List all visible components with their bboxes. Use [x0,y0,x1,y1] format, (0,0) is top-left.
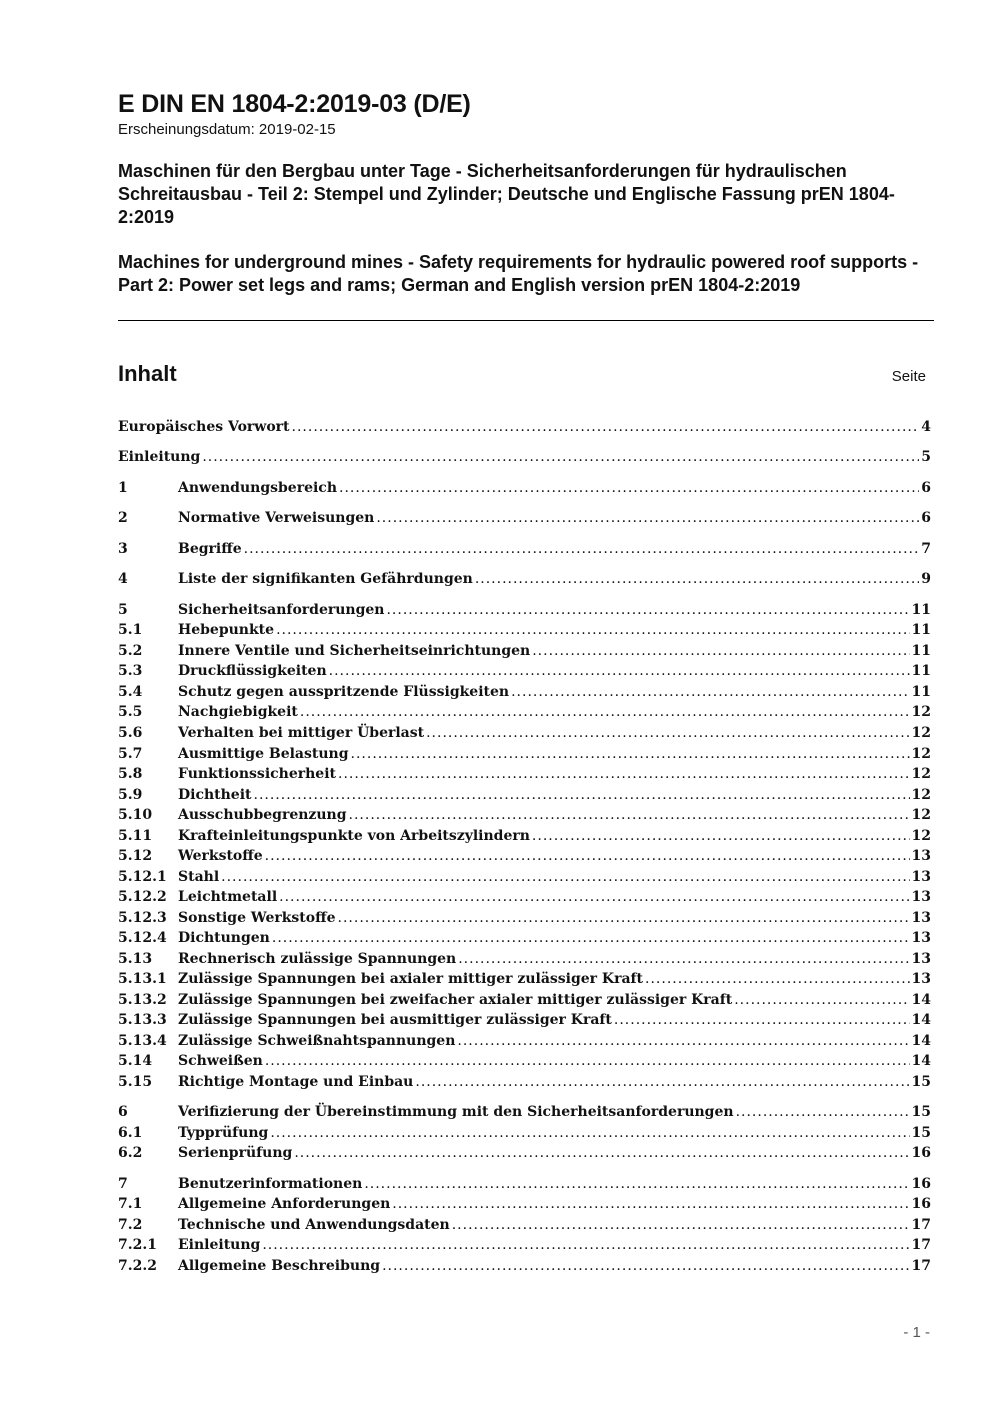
toc-entry-title: Richtige Montage und Einbau [178,1074,414,1090]
toc-entry[interactable] [118,1012,931,1032]
toc-dot-leader [734,992,909,1008]
toc-entry[interactable] [118,869,931,889]
toc-dot-leader [614,1012,910,1028]
toc-entry-page: 12 [911,766,931,782]
toc-entry[interactable] [118,622,931,642]
toc-dot-leader [452,1217,910,1233]
toc-entry-title: Serienprüfung [178,1145,293,1161]
toc-entry-title: Innere Ventile und Sicherheitseinrichtungen [178,643,531,659]
toc-entry-number: 6.2 [118,1145,143,1161]
toc-entry-page: 15 [911,1125,931,1141]
toc-dot-leader [392,1196,909,1212]
toc-dot-leader [254,787,910,803]
toc-entry-page: 16 [911,1196,931,1212]
toc-dot-leader [532,643,909,659]
toc-entry-page: 11 [911,663,931,679]
toc-entry-number: 5.15 [118,1074,153,1090]
toc-entry-number: 5.6 [118,725,143,741]
toc-entry-title: Druckflüssigkeiten [178,663,327,679]
toc-page-column-label: Seite [891,368,926,385]
toc-entry-page: 14 [911,992,931,1008]
toc-entry-page: 15 [911,1104,931,1120]
toc-entry-page: 9 [921,571,931,587]
toc-entry-page: 7 [921,541,931,557]
toc-entry-number: 1 [118,480,128,496]
toc-entry-title: Benutzerinformationen [178,1176,363,1192]
toc-dot-leader [349,807,910,823]
toc-entry-title: Normative Verweisungen [178,510,375,526]
toc-dot-leader [364,1176,909,1192]
toc-entry[interactable] [118,889,931,909]
toc-entry[interactable] [118,449,931,469]
toc-heading: Inhalt [118,361,177,386]
toc-entry-number: 7 [118,1176,128,1192]
toc-entry-page: 16 [911,1176,931,1192]
toc-dot-leader [339,480,919,496]
toc-entry[interactable] [118,602,931,622]
toc-entry-page: 17 [911,1237,931,1253]
toc-dot-leader [426,725,909,741]
toc-entry-number: 7.1 [118,1196,143,1212]
toc-dot-leader [279,889,909,905]
toc-entry[interactable] [118,971,931,991]
toc-dot-leader [265,1053,910,1069]
toc-entry-title: Zulässige Spannungen bei zweifacher axialer mittiger zulässiger Kraft [178,992,733,1008]
toc-entry-title: Zulässige Schweißnahtspannungen [178,1033,456,1049]
toc-entry[interactable] [118,643,931,663]
toc-entry-title: Dichtheit [178,787,252,803]
toc-entry-page: 12 [911,828,931,844]
toc-entry-title: Krafteinleitungspunkte von Arbeitszylindern [178,828,530,844]
toc-entry-title: Stahl [178,869,220,885]
toc-dot-leader [645,971,909,987]
toc-entry-page: 13 [911,951,931,967]
toc-entry-title: Hebepunkte [178,622,275,638]
toc-entry-page: 14 [911,1053,931,1069]
toc-dot-leader [276,622,909,638]
toc-entry-title: Funktionssicherheit [178,766,336,782]
title-english: Machines for underground mines - Safety requirements for hydraulic powered roof supports - Part 2: Power set legs and rams; German and English version prEN 1804-2:2019 [118,252,919,295]
toc-dot-leader [386,602,909,618]
toc-entry[interactable] [118,480,931,500]
toc-entry-page: 13 [911,848,931,864]
page-number: - 1 - [903,1324,930,1341]
toc-entry-page: 11 [911,684,931,700]
toc-entry-number: 5.1 [118,622,143,638]
toc-entry-title: Zulässige Spannungen bei axialer mittiger zulässiger Kraft [178,971,644,987]
toc-entry-title: Schweißen [178,1053,263,1069]
toc-entry-number: 5.14 [118,1053,153,1069]
toc-entry-page: 6 [921,480,931,496]
toc-dot-leader [270,1125,909,1141]
toc-entry[interactable] [118,510,931,530]
toc-entry-page: 13 [911,889,931,905]
toc-entry-title: Sicherheitsanforderungen [178,602,385,618]
toc-dot-leader [244,541,920,557]
toc-entry-title: Typprüfung [178,1125,269,1141]
toc-entry-page: 13 [911,971,931,987]
toc-entry-page: 5 [921,449,931,465]
toc-dot-leader [329,663,910,679]
toc-entry-page: 12 [911,725,931,741]
toc-entry[interactable] [118,541,931,561]
toc-entry-title: Ausschubbegrenzung [178,807,347,823]
toc-entry-number: 5.12.4 [118,930,167,946]
toc-entry-number: 5.9 [118,787,143,803]
toc-entry-page: 12 [911,787,931,803]
toc-entry-title: Technische und Anwendungsdaten [178,1217,450,1233]
toc-entry-number: 5.11 [118,828,153,844]
toc-entry-number: 7.2.2 [118,1258,157,1274]
toc-entry[interactable] [118,684,931,704]
toc-dot-leader [338,766,910,782]
toc-entry[interactable] [118,1176,931,1196]
toc-entry-title: Ausmittige Belastung [178,746,349,762]
toc-entry-number: 5.4 [118,684,143,700]
toc-dot-leader [202,449,919,465]
toc-entry[interactable] [118,704,931,724]
toc-entry[interactable] [118,951,931,971]
title-german: Maschinen für den Bergbau unter Tage - Sicherheitsanforderungen für hydraulischen Schreitausbau - Teil 2: Stempel und Zylinder; Deutsche und Englische Fassung prEN 1804-2:2019 [118,161,895,227]
toc-entry-page: 11 [911,622,931,638]
toc-entry[interactable] [118,848,931,868]
toc-entry-title: Verifizierung der Übereinstimmung mit den Sicherheitsanforderungen [178,1104,734,1120]
toc-entry-page: 4 [921,419,931,435]
toc-entry-title: Europäisches Vorwort [118,419,290,435]
toc-entry-number: 5.3 [118,663,143,679]
toc-entry-page: 14 [911,1033,931,1049]
toc-entry-number: 5 [118,602,128,618]
toc-entry-page: 17 [911,1258,931,1274]
toc-dot-leader [457,1033,909,1049]
toc-entry-page: 12 [911,746,931,762]
toc-dot-leader [511,684,909,700]
toc-dot-leader [415,1074,909,1090]
toc-entry-number: 6.1 [118,1125,143,1141]
header-divider [118,320,934,321]
toc-entry-title: Begriffe [178,541,242,557]
toc-entry-number: 5.13.3 [118,1012,167,1028]
toc-entry[interactable] [118,828,931,848]
toc-dot-leader [300,704,910,720]
toc-dot-leader [262,1237,909,1253]
toc-entry-page: 13 [911,869,931,885]
toc-entry[interactable] [118,930,931,950]
toc-entry[interactable] [118,807,931,827]
toc-dot-leader [475,571,919,587]
toc-entry-number: 5.7 [118,746,143,762]
toc-entry-page: 6 [921,510,931,526]
toc-entry[interactable] [118,725,931,745]
toc-entry[interactable] [118,1258,931,1278]
toc-entry-number: 5.5 [118,704,143,720]
toc-entry[interactable] [118,1145,931,1165]
toc-entry-title: Zulässige Spannungen bei ausmittiger zulässiger Kraft [178,1012,612,1028]
toc-entry-title: Schutz gegen ausspritzende Flüssigkeiten [178,684,510,700]
toc-dot-leader [272,930,910,946]
toc-entry-page: 16 [911,1145,931,1161]
document-id: E DIN EN 1804-2:2019-03 (D/E) [118,90,471,118]
toc-entry-title: Verhalten bei mittiger Überlast [178,725,425,741]
toc-entry-title: Einleitung [118,449,201,465]
toc-entry-title: Einleitung [178,1237,261,1253]
toc-entry-number: 5.13.1 [118,971,167,987]
toc-dot-leader [458,951,909,967]
toc-entry-number: 5.12.1 [118,869,167,885]
toc-entry[interactable] [118,1217,931,1237]
toc-entry-number: 5.12.2 [118,889,167,905]
toc-entry-number: 5.2 [118,643,143,659]
toc-entry-page: 13 [911,930,931,946]
toc-entry[interactable] [118,419,931,439]
toc-entry[interactable] [118,1125,931,1145]
toc-entry[interactable] [118,1074,931,1094]
toc-dot-leader [382,1258,909,1274]
toc-entry[interactable] [118,1104,931,1124]
toc-entry-number: 2 [118,510,128,526]
toc-entry-number: 5.12.3 [118,910,167,926]
toc-entry-title: Allgemeine Beschreibung [178,1258,381,1274]
toc-entry[interactable] [118,992,931,1012]
toc-entry[interactable] [118,766,931,786]
toc-entry-page: 11 [911,602,931,618]
toc-entry[interactable] [118,663,931,683]
toc-entry-number: 5.12 [118,848,153,864]
toc-entry-title: Rechnerisch zulässige Spannungen [178,951,457,967]
toc-entry-number: 7.2.1 [118,1237,157,1253]
toc-entry-title: Dichtungen [178,930,270,946]
toc-entry-title: Anwendungsbereich [178,480,337,496]
toc-entry-number: 4 [118,571,128,587]
toc-entry[interactable] [118,910,931,930]
toc-entry-number: 7.2 [118,1217,143,1233]
toc-entry-title: Nachgiebigkeit [178,704,298,720]
toc-dot-leader [532,828,910,844]
toc-entry-number: 5.8 [118,766,143,782]
toc-entry-title: Sonstige Werkstoffe [178,910,336,926]
toc-entry-title: Allgemeine Anforderungen [178,1196,391,1212]
toc-entry[interactable] [118,1237,931,1257]
toc-entry-page: 12 [911,704,931,720]
toc-dot-leader [294,1145,909,1161]
publication-date: Erscheinungsdatum: 2019-02-15 [118,121,336,138]
toc-entry-number: 6 [118,1104,128,1120]
toc-entry-number: 3 [118,541,128,557]
toc-entry-page: 12 [911,807,931,823]
toc-entry-number: 5.13 [118,951,153,967]
toc-entry[interactable] [118,1196,931,1216]
toc-entry-title: Leichtmetall [178,889,278,905]
toc-entry-page: 13 [911,910,931,926]
toc-entry[interactable] [118,1033,931,1053]
toc-entry-page: 17 [911,1217,931,1233]
toc-dot-leader [221,869,909,885]
toc-dot-leader [351,746,910,762]
toc-dot-leader [736,1104,910,1120]
toc-entry-number: 5.13.4 [118,1033,167,1049]
toc-entry[interactable] [118,746,931,766]
toc-entry-number: 5.13.2 [118,992,167,1008]
toc-entry-page: 15 [911,1074,931,1090]
toc-entry-title: Liste der signifikanten Gefährdungen [178,571,473,587]
toc-entry[interactable] [118,787,931,807]
toc-entry-page: 11 [911,643,931,659]
toc-dot-leader [376,510,919,526]
toc-entry[interactable] [118,1053,931,1073]
toc-dot-leader [338,910,910,926]
toc-entry-number: 5.10 [118,807,153,823]
toc-dot-leader [292,419,920,435]
toc-entry-title: Werkstoffe [178,848,263,864]
toc-entry-page: 14 [911,1012,931,1028]
toc-dot-leader [265,848,910,864]
toc-entry[interactable] [118,571,931,591]
